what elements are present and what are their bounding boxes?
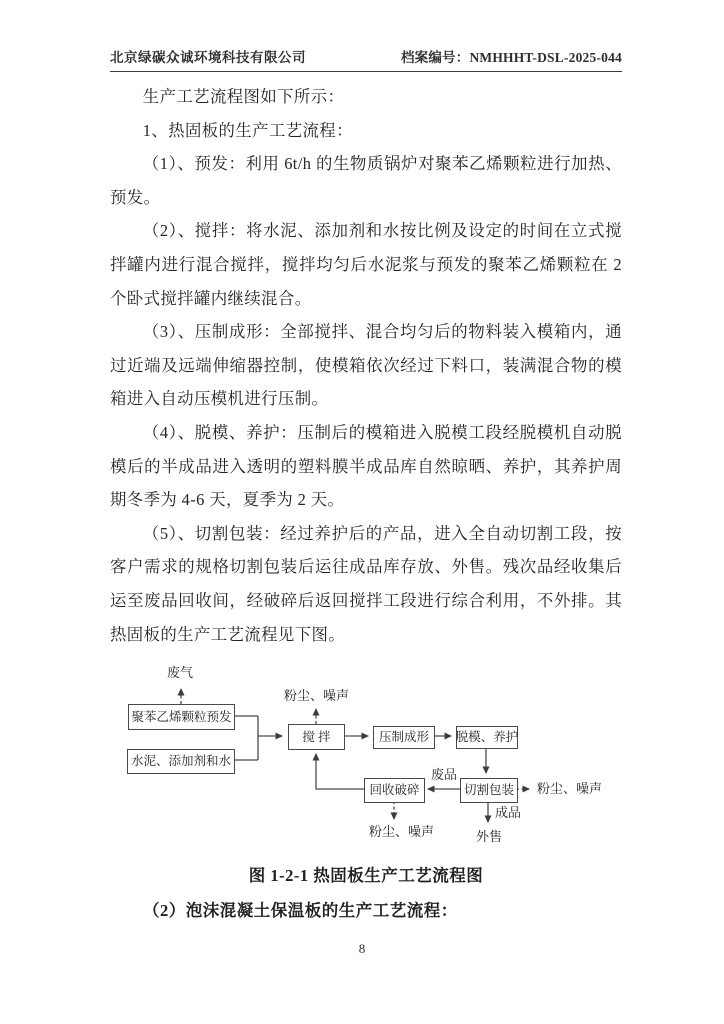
paragraph-step-3: （3）、压制成形：全部搅拌、混合均匀后的物料装入模箱内，通过近端及远端伸缩器控制，使模箱依次经过下料口，装满混合物的模箱进入自动压模机进行压制。 bbox=[110, 322, 622, 409]
file-number-value: NMHHHT-DSL-2025-044 bbox=[469, 50, 622, 65]
paragraph-step-5: （5）、切割包装：经过养护后的产品，进入全自动切割工段，按客户需求的规格切割包装后运往成品库存放、外售。残次品经收集后运至废品回收间，经破碎后返回搅拌工段进行综合利用，不外排。其热固板的生产工艺流程见下图。 bbox=[110, 523, 622, 644]
flow-node-pressing: 压制成形 bbox=[373, 726, 435, 749]
flow-node-demolding-curing: 脱模、养护 bbox=[456, 726, 518, 749]
flow-connectors bbox=[0, 650, 724, 855]
body-text bbox=[110, 80, 622, 651]
paragraph-step-2: （2）、搅拌：将水泥、添加剂和水按比例及设定的时间在立式搅拌罐内进行混合搅拌，搅拌均匀后水泥浆与预发的聚苯乙烯颗粒在 2 个卧式搅拌罐内继续混合。 bbox=[110, 221, 622, 308]
page-number: 8 bbox=[358, 941, 366, 956]
paragraph-intro: 生产工艺流程图如下所示： bbox=[142, 87, 345, 106]
flow-label-dust-noise-mixing: 粉尘、噪声 bbox=[284, 688, 350, 703]
flow-label-scrap: 废品 bbox=[431, 767, 458, 782]
figure-caption: 图 1-2-1 热固板生产工艺流程图 bbox=[248, 866, 484, 885]
paragraph-step-1: （1）、预发：利用 6t/h 的生物质锅炉对聚苯乙烯颗粒进行加热、预发。 bbox=[110, 154, 622, 207]
paragraph-step-4: （4）、脱模、养护：压制后的模箱进入脱模工段经脱模机自动脱模后的半成品进入透明的塑料膜半成品库自然晾晒、养护，其养护周期冬季为 4-6 天，夏季为 2 天。 bbox=[110, 422, 622, 510]
company-name: 北京绿碳众诚环境科技有限公司 bbox=[110, 50, 306, 65]
subheading-section-2: （2）泡沫混凝土保温板的生产工艺流程： bbox=[143, 901, 458, 920]
flow-label-sale: 外售 bbox=[476, 829, 503, 844]
flow-label-dust-noise-recycling: 粉尘、噪声 bbox=[369, 824, 435, 839]
file-number bbox=[401, 46, 622, 66]
flow-label-finished-product: 成品 bbox=[495, 805, 522, 820]
flow-node-recycle-crushing: 回收破碎 bbox=[364, 778, 425, 803]
flow-node-mixing: 搅 拌 bbox=[288, 724, 345, 750]
flow-node-cutting-packing: 切割包装 bbox=[460, 778, 518, 803]
paragraph-section-1: 1、热固板的生产工艺流程： bbox=[142, 120, 353, 140]
flow-label-dust-noise-cutting: 粉尘、噪声 bbox=[537, 781, 603, 796]
page-header bbox=[110, 46, 622, 72]
flow-node-cement-additives-water: 水泥、添加剂和水 bbox=[127, 749, 235, 774]
flow-label-waste-gas: 废气 bbox=[167, 665, 194, 680]
flow-node-polystyrene-prefoaming: 聚苯乙烯颗粒预发 bbox=[128, 704, 235, 730]
file-number-label: 档案编号： bbox=[400, 50, 470, 65]
flow-diagram bbox=[0, 650, 724, 855]
